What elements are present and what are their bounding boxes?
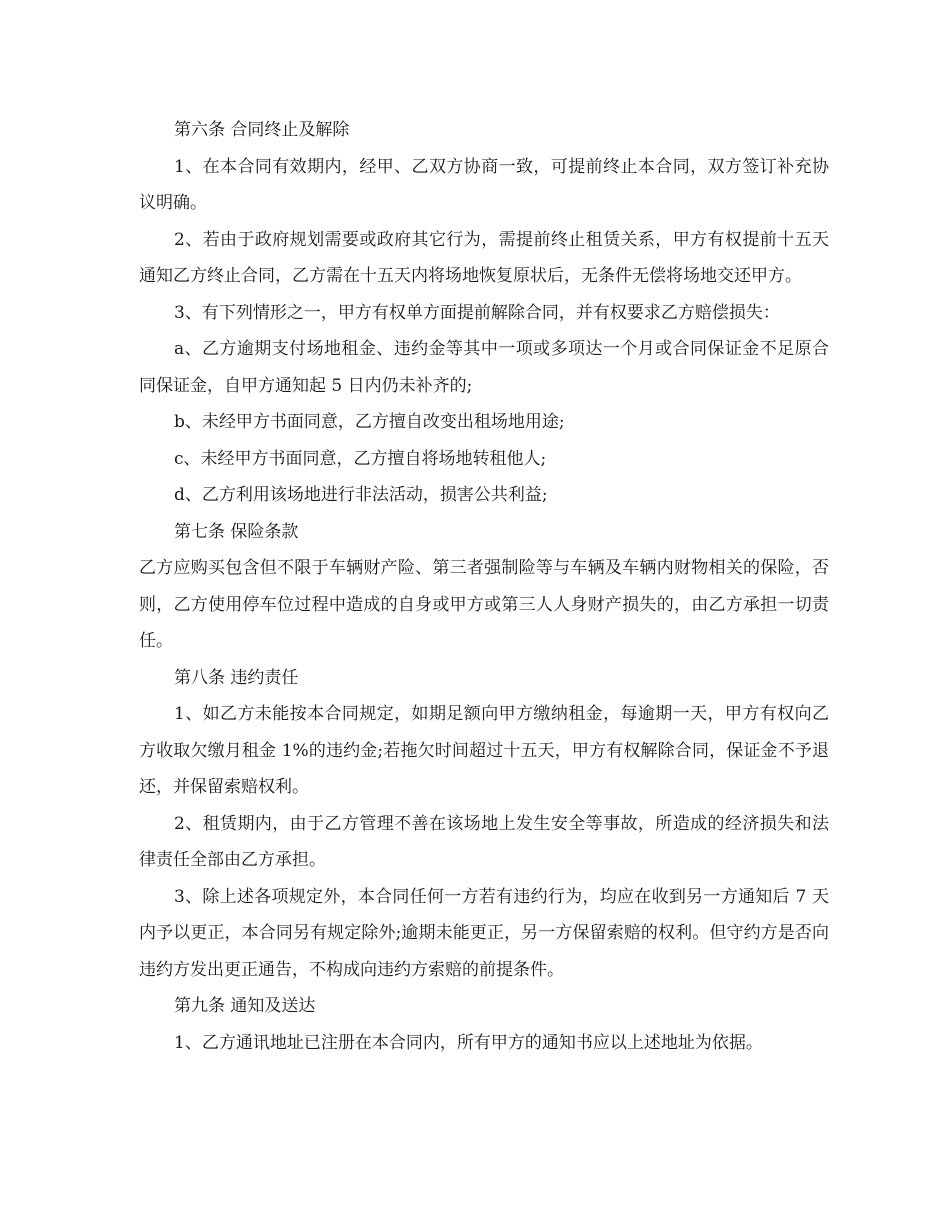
paragraph: 3、有下列情形之一，甲方有权单方面提前解除合同，并有权要求乙方赔偿损失： xyxy=(174,302,780,323)
paragraph: 1、如乙方未能按本合同规定，如期足额向甲方缴纳租金，每逾期一天，甲方有权向乙方收取欠缴月租金 1%的违约金;若拖欠时间超过十五天，甲方有权解除合同，保证金不予退还，并保留索赔权利。 xyxy=(139,704,829,797)
paragraph: 3、除上述各项规定外，本合同任何一方若有违约行为，均应在收到另一方通知后 7 天内予以更正，本合同另有规定除外;逾期未能更正，另一方保留索赔的权利。但守约方是否向违约方发出更正通告，不构成向违约方索赔的前提条件。 xyxy=(139,886,829,980)
section-heading-9: 第九条 通知及送达 xyxy=(174,996,316,1016)
list-item: b、未经甲方书面同意，乙方擅自改变出租场地用途; xyxy=(174,412,565,432)
paragraph: 乙方应购买包含但不限于车辆财产险、第三者强制险等与车辆及车辆内财物相关的保险，否则，乙方使用停车位过程中造成的自身或甲方或第三人人身财产损失的，由乙方承担一切责任。 xyxy=(139,558,829,651)
document-page xyxy=(139,112,829,1061)
section-heading-7: 第七条 保险条款 xyxy=(174,521,299,542)
paragraph: 2、租赁期内，由于乙方管理不善在该场地上发生安全等事故，所造成的经济损失和法律责任全部由乙方承担。 xyxy=(139,813,829,870)
paragraph: 1、在本合同有效期内，经甲、乙双方协商一致，可提前终止本合同，双方签订补充协议明确。 xyxy=(139,156,829,213)
paragraph: 1、乙方通讯地址已注册在本合同内，所有甲方的通知书应以上述地址为依据。 xyxy=(174,1032,763,1053)
list-item: a、乙方逾期支付场地租金、违约金等其中一项或多项达一个月或合同保证金不足原合同保证金，自甲方通知起 5 日内仍未补齐的; xyxy=(139,339,829,396)
list-item: c、未经甲方书面同意，乙方擅自将场地转租他人; xyxy=(174,448,547,469)
section-heading-6: 第六条 合同终止及解除 xyxy=(174,120,350,140)
section-heading-8: 第八条 违约责任 xyxy=(174,667,299,688)
list-item: d、乙方利用该场地进行非法活动，损害公共利益; xyxy=(174,485,548,505)
paragraph: 2、若由于政府规划需要或政府其它行为，需提前终止租赁关系，甲方有权提前十五天通知乙方终止合同，乙方需在十五天内将场地恢复原状后，无条件无偿将场地交还甲方。 xyxy=(139,229,829,286)
